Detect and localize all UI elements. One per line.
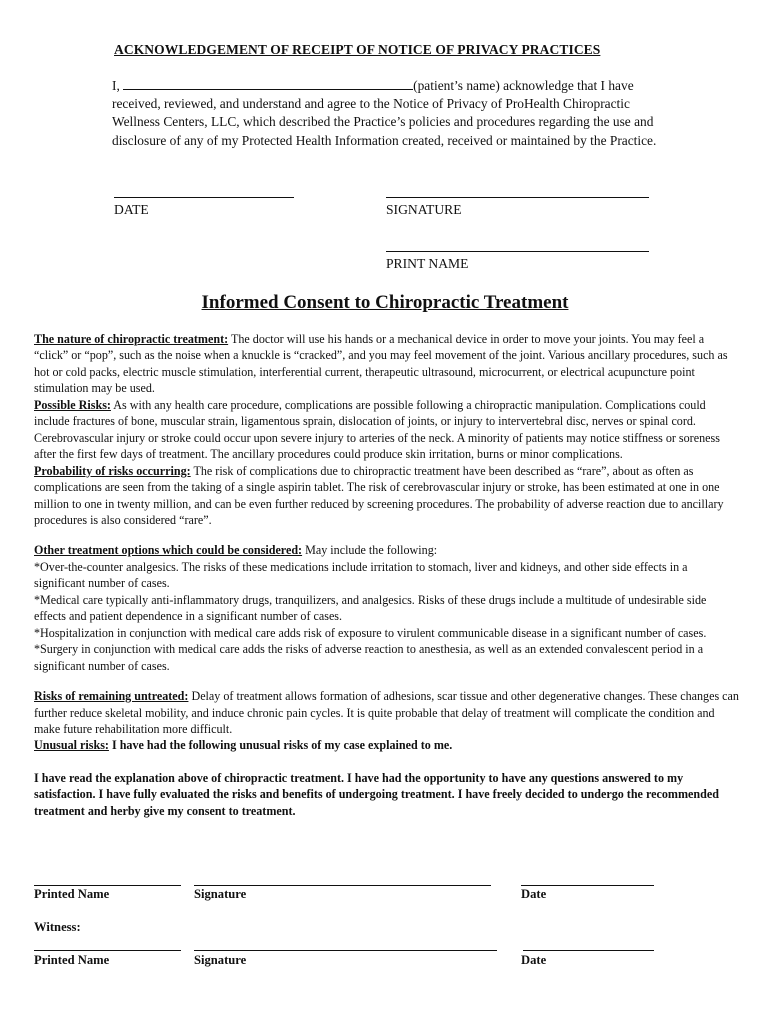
date-line-bottom[interactable] bbox=[521, 885, 654, 886]
untreated-text: Delay of treatment allows formation of adhesions, scar tissue and other degenerative changes. These changes can further reduce skeletal mobility, and induce chronic pain cycles. It is quite probable that delay of treatment will complicate the condition and make future rehabilitation more difficult. bbox=[34, 689, 739, 736]
witness-signature-label: Signature bbox=[194, 953, 247, 967]
unusual-heading: Unusual risks: bbox=[34, 738, 109, 753]
options-heading: Other treatment options which could be considered: bbox=[34, 543, 303, 558]
risks-text: As with any health care procedure, complications are possible following a chiropractic manipulation. Complications could include fractures of bone, muscular strain, ligamentous sprain, dislocation of joints, or injury to intervertebral disc, nerves or spinal cord. Cerebrovascular injury or stroke could occur upon severe injury to arteries of the neck. A minority of patients may notice stiffness or soreness after the first few days of treatment. The ancillary procedures could produce skin irritation, burns or minor complications. bbox=[34, 397, 720, 462]
signature-label-bottom: Signature bbox=[194, 887, 247, 901]
ack-paragraph bbox=[112, 77, 667, 150]
consent-statement: I have read the explanation above of chiropractic treatment. I have had the opportunity to have any questions answered to my satisfaction. I have fully evaluated the risks and benefits of undergoing treatment. I have freely decided to undergo the recommended treatment and herby give my consent to treatment. bbox=[34, 770, 719, 818]
consent-body bbox=[34, 331, 740, 819]
unusual-paragraph bbox=[34, 737, 740, 753]
ack-title: ACKNOWLEDGEMENT OF RECEIPT OF NOTICE OF PRIVACY PRACTICES bbox=[114, 42, 601, 57]
probability-heading: Probability of risks occurring: bbox=[34, 463, 191, 478]
witness-label: Witness: bbox=[34, 920, 81, 934]
probability-paragraph bbox=[34, 463, 740, 529]
option-item: *Medical care typically anti-inflammatory drugs, tranquilizers, and analgesics. Risks of these drugs include a multitude of undesirable side effects and patient dependence in a significant number of cases. bbox=[34, 592, 707, 624]
nature-paragraph bbox=[34, 331, 740, 397]
print-name-line[interactable] bbox=[386, 251, 649, 252]
option-item: *Surgery in conjunction with medical care adds the risks of adverse reaction to anesthesia, as well as an extended convalescent period in a significant number of cases. bbox=[34, 642, 704, 673]
witness-date-line[interactable] bbox=[523, 950, 654, 951]
options-text: May include the following: bbox=[302, 543, 438, 558]
consent-title: Informed Consent to Chiropractic Treatment bbox=[201, 292, 569, 313]
print-name-label: PRINT NAME bbox=[386, 256, 469, 271]
nature-text: The doctor will use his hands or a mechanical device in order to move your joints. You may feel a “click” or “pop”, such as the noise when a knuckle is “cracked”, and you may feel movement of the joint. Various ancillary procedures, such as hot or cold packs, electric muscle stimulation, interferential current, therapeutic ultrasound, microcurrent, or electrical acupuncture point stimulation may be used. bbox=[34, 332, 728, 396]
options-paragraph bbox=[34, 542, 740, 558]
option-item: *Over-the-counter analgesics. The risks of these medications include irritation to stomach, liver and kidneys, and other side effects in a significant number of cases. bbox=[34, 559, 688, 591]
nature-heading: The nature of chiropractic treatment: bbox=[34, 332, 229, 346]
risks-paragraph bbox=[34, 397, 740, 463]
probability-text: The risk of complications due to chiropractic treatment have been described as “rare”, about as often as complications are seen from the taking of a single aspirin tablet. The risk of cerebrovascular injury or stroke, has been estimated at one in one million to one in twenty million, and can be even further reduced by screening procedures. The probability of adverse reaction due to ancillary procedures is also considered “rare”. bbox=[34, 463, 724, 527]
witness-printed-name-line[interactable] bbox=[34, 950, 181, 951]
patient-name-field[interactable] bbox=[123, 77, 413, 90]
date-line[interactable] bbox=[114, 197, 294, 198]
unusual-text: I have had the following unusual risks of my case explained to me. bbox=[108, 738, 453, 753]
date-label-bottom: Date bbox=[521, 887, 547, 901]
option-item: *Hospitalization in conjunction with medical care adds risk of exposure to virulent communicable disease in a significant number of cases. bbox=[34, 625, 707, 640]
ack-text: (patient’s name) acknowledge that I have received, reviewed, and understand and agree to the Notice of Privacy of ProHealth Chiropractic Wellness Centers, LLC, which described the Practice’s policies and procedures regarding the use and disclosure of any of my Protected Health Information created, received or maintained by the Practice. bbox=[112, 78, 657, 148]
signature-line[interactable] bbox=[386, 197, 649, 198]
ack-prefix: I, bbox=[112, 78, 124, 93]
untreated-paragraph bbox=[34, 688, 740, 737]
witness-signature-line[interactable] bbox=[194, 950, 497, 951]
untreated-heading: Risks of remaining untreated: bbox=[34, 689, 189, 704]
witness-date-label: Date bbox=[521, 953, 547, 967]
printed-name-label: Printed Name bbox=[34, 887, 110, 901]
signature-label: SIGNATURE bbox=[386, 202, 462, 217]
risks-heading: Possible Risks: bbox=[34, 397, 111, 412]
printed-name-line[interactable] bbox=[34, 885, 181, 886]
witness-printed-name-label: Printed Name bbox=[34, 953, 110, 967]
signature-line-bottom[interactable] bbox=[194, 885, 491, 886]
date-label: DATE bbox=[114, 202, 149, 217]
